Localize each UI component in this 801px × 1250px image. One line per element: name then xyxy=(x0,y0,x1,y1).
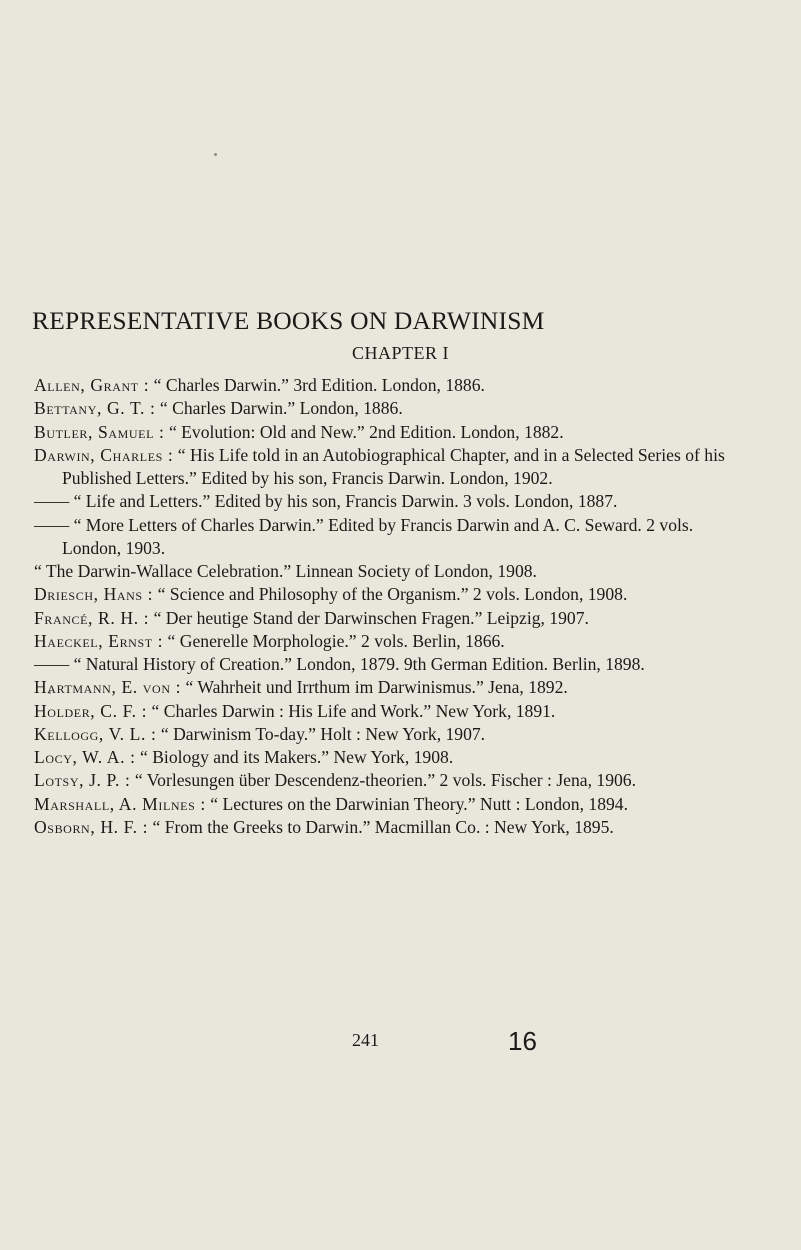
bibliography-entry xyxy=(34,607,754,630)
entry-author: Francé, R. H. : xyxy=(34,607,150,628)
entry-author: Kellogg, V. L. : xyxy=(34,723,157,744)
entry-text: “ Generelle Morphologie.” 2 vols. Berlin, 1866. xyxy=(167,630,505,651)
entry-text: “ Vorlesungen über Descendenz-theorien.” 2 vols. Fischer : Jena, 1906. xyxy=(134,770,636,791)
paper-speck xyxy=(214,153,217,156)
entry-text: “ Charles Darwin.” 3rd Edition. London, 1886. xyxy=(153,375,485,395)
page-number: 241 xyxy=(352,1030,379,1050)
entry-text: “ Natural History of Creation.” London, 1879. 9th German Edition. Berlin, 1898. xyxy=(73,654,645,674)
bibliography-entry xyxy=(34,374,754,397)
bibliography-entry xyxy=(34,793,754,816)
entry-author: —— xyxy=(34,514,70,535)
entry-author: —— xyxy=(34,491,70,512)
signature-mark: 16 xyxy=(508,1026,537,1056)
entry-text: “ Der heutige Stand der Darwinschen Fragen.” Leipzig, 1907. xyxy=(153,607,589,628)
entry-text: “ Charles Darwin : His Life and Work.” New York, 1891. xyxy=(151,700,556,721)
entry-text: “ Wahrheit und Irrthum im Darwinismus.” Jena, 1892. xyxy=(185,677,568,698)
bibliography-entry xyxy=(34,816,754,839)
entry-text: “ Life and Letters.” Edited by his son, Francis Darwin. 3 vols. London, 1887. xyxy=(73,491,618,512)
entry-author: Osborn, H. F. : xyxy=(34,816,149,837)
page-title: REPRESENTATIVE BOOKS ON DARWINISM xyxy=(32,306,545,336)
bibliography-entry xyxy=(34,444,754,491)
bibliography-entry xyxy=(34,583,754,606)
entry-text: “ The Darwin-Wallace Celebration.” Linnean Society of London, 1908. xyxy=(34,561,537,581)
bibliography-entry xyxy=(34,630,754,653)
bibliography-entry xyxy=(34,397,754,420)
page-footer xyxy=(0,1026,801,1070)
entry-text: “ Lectures on the Darwinian Theory.” Nutt : London, 1894. xyxy=(210,793,628,814)
bibliography-entry xyxy=(34,723,754,746)
entry-author: Butler, Samuel : xyxy=(34,421,165,442)
entry-author: Darwin, Charles : xyxy=(34,444,174,465)
entry-author: Hartmann, E. von : xyxy=(34,677,182,698)
entry-author: Haeckel, Ernst : xyxy=(34,630,164,651)
entry-text: “ Science and Philosophy of the Organism.” 2 vols. London, 1908. xyxy=(157,584,628,605)
chapter-heading: CHAPTER I xyxy=(351,343,449,363)
bibliography-entry xyxy=(34,421,754,444)
entry-text: “ From the Greeks to Darwin.” Macmillan Co. : New York, 1895. xyxy=(152,816,614,837)
entry-author: Bettany, G. T. : xyxy=(34,398,156,419)
entry-text: “ Biology and its Makers.” New York, 1908. xyxy=(139,747,454,767)
entry-author: Driesch, Hans : xyxy=(34,584,154,605)
entry-text: “ Darwinism To-day.” Holt : New York, 1907. xyxy=(160,723,486,744)
bibliography-entry xyxy=(34,514,754,561)
bibliography-entry xyxy=(34,676,754,699)
entry-author: —— xyxy=(34,654,70,674)
bibliography-entry xyxy=(34,769,754,792)
bibliography-entry xyxy=(34,560,754,583)
entry-author: Allen, Grant : xyxy=(34,375,150,395)
entry-author: Lotsy, J. P. : xyxy=(34,770,131,791)
bibliography-entry xyxy=(34,746,754,769)
entry-author: Holder, C. F. : xyxy=(34,700,148,721)
bibliography-list xyxy=(34,374,754,839)
entry-text: “ Charles Darwin.” London, 1886. xyxy=(159,398,403,419)
entry-text: “ More Letters of Charles Darwin.” Edited by Francis Darwin and A. C. Seward. 2 vols. London, 1903. xyxy=(62,514,694,558)
entry-author: Locy, W. A. : xyxy=(34,747,136,767)
bibliography-entry xyxy=(34,653,754,676)
entry-text: “ His Life told in an Autobiographical Chapter, and in a Selected Series of his Published Letters.” Edited by his son, Francis Darwin. London, 1902. xyxy=(62,444,725,488)
entry-text: “ Evolution: Old and New.” 2nd Edition. London, 1882. xyxy=(168,421,564,442)
bibliography-entry xyxy=(34,700,754,723)
entry-author: Marshall, A. Milnes : xyxy=(34,793,206,814)
bibliography-entry xyxy=(34,490,754,513)
